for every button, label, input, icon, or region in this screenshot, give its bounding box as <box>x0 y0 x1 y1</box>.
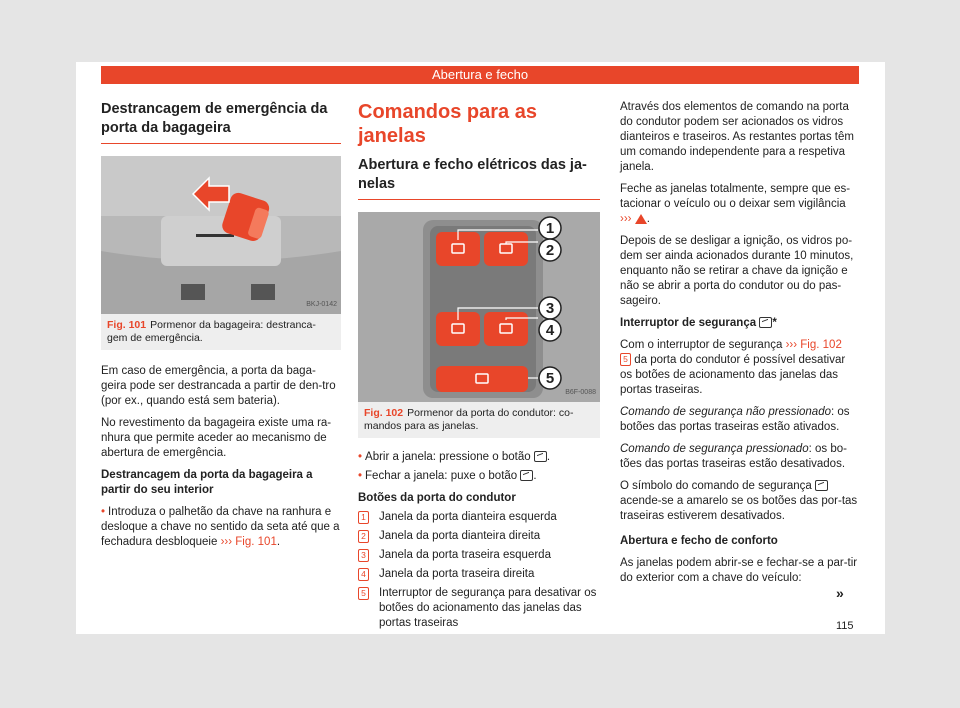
figure-number: Fig. 102 <box>364 407 404 419</box>
list-item <box>358 586 600 631</box>
link-arrows: ››› <box>620 213 632 225</box>
continue-mark: » <box>836 585 844 601</box>
subheading: Botões da porta do condutor <box>358 492 516 504</box>
item-text: Interruptor de segurança para desativar os botões do acionamento das janelas das portas traseiras <box>379 587 597 629</box>
subheading: Destrancagem da porta da bagageira a partir do seu interior <box>101 469 313 496</box>
paragraph: As janelas podem abrir-se e fechar-se a par-tir do exterior com a chave do veículo: <box>620 557 858 584</box>
paragraph: No revestimento da bagageira existe uma ra-nhura que permite aceder ao mecanismo de abertura de emergência. <box>101 417 332 459</box>
callout-2: 2 <box>545 242 555 259</box>
item-text: Janela da porta traseira direita <box>379 568 535 580</box>
page-header: Abertura e fecho <box>101 66 859 84</box>
paragraph: Através dos elementos de comando na porta do condutor podem ser acionados os vidros dianteiros e traseiros. As restantes portas têm um comando independente para a respetiva janela. <box>620 101 854 173</box>
figure-101 <box>101 156 341 314</box>
callout-badge: 5 <box>620 353 631 366</box>
figure-number: Fig. 101 <box>107 319 147 331</box>
warning-icon <box>635 214 647 224</box>
column-2 <box>358 100 600 635</box>
subheading: Abertura e fecho de conforto <box>620 535 778 547</box>
figure-link[interactable]: Fig. 101 <box>235 536 277 548</box>
link-arrows: ››› <box>220 536 233 548</box>
divider <box>358 199 600 200</box>
item-number-badge: 4 <box>358 568 369 581</box>
paragraph: Depois de se desligar a ignição, os vidros po-dem ser ainda acionados durante 10 minutos, enquanto não se retirar a chave da ignição e não se abrir a porta do condutor ou do pas-sageiro. <box>620 235 854 307</box>
bullet-item: • Abrir a janela: pressione o botão . <box>358 451 551 463</box>
item-number-badge: 2 <box>358 530 369 543</box>
subheading: Interruptor de segurança * <box>620 317 777 329</box>
bullet-icon: • <box>358 470 363 482</box>
figure-code: B6F-0088 <box>565 389 596 396</box>
caption-text: Pormenor da bagageira: destranca-gem de emergência. <box>107 319 316 344</box>
figure-link[interactable]: Fig. 102 <box>800 339 842 351</box>
figure-code: BKJ-0142 <box>306 301 337 308</box>
paragraph: Com o interruptor de segurança ››› Fig. 102 5 da porta do condutor é possível desativar os botões de acionamento das janelas das portas traseiras. <box>620 339 846 396</box>
window-button-icon <box>534 451 547 462</box>
list-item <box>358 529 600 544</box>
list-item <box>358 510 600 525</box>
item-text: Janela da porta dianteira esquerda <box>379 511 557 523</box>
safety-switch-icon <box>815 480 828 491</box>
trunk-release-illustration <box>101 156 341 314</box>
bullet-icon: • <box>358 451 363 463</box>
figure-caption <box>358 402 600 438</box>
callout-5: 5 <box>545 370 555 387</box>
divider <box>101 143 341 144</box>
bullet-item: • Fechar a janela: puxe o botão . <box>358 470 537 482</box>
column-3 <box>620 100 860 593</box>
callout-1: 1 <box>545 220 555 237</box>
item-number-badge: 3 <box>358 549 369 562</box>
paragraph: Comando de segurança pressionado: os bo-tões das portas traseiras estão desativados. <box>620 443 847 470</box>
list-item <box>358 548 600 563</box>
item-text: Janela da porta dianteira direita <box>379 530 541 542</box>
page-number: 115 <box>836 620 854 632</box>
safety-switch-icon <box>759 317 772 328</box>
list-item <box>358 567 600 582</box>
caption-text: Pormenor da porta do condutor: co-mandos para as janelas. <box>364 407 574 432</box>
bullet-icon: • <box>101 506 106 518</box>
figure-caption <box>101 314 341 350</box>
figure-102 <box>358 212 600 402</box>
section-title: Destrancagem de emergência da porta da bagageira <box>101 101 328 136</box>
callout-3: 3 <box>545 300 555 317</box>
paragraph: O símbolo do comando de segurança acende-se a amarelo se os botões das por-tas traseiras estiverem desativados. <box>620 480 858 522</box>
chapter-title: Comandos para as janelas <box>358 101 537 147</box>
item-number-badge: 1 <box>358 511 369 524</box>
paragraph: Em caso de emergência, a porta da baga-geira pode ser destrancada a partir de den-tro (por ex., quando está sem bateria). <box>101 365 336 407</box>
link-arrows: ››› <box>785 339 798 351</box>
window-controls-illustration <box>358 212 600 402</box>
item-text: Janela da porta traseira esquerda <box>379 549 551 561</box>
paragraph: Feche as janelas totalmente, sempre que es-tacionar o veículo ou o deixar sem vigilância ››› . <box>620 183 851 225</box>
bullet-item: • Introduza o palhetão da chave na ranhura e desloque a chave no sentido da seta até que a fechadura desbloqueie ››› Fig. 101. <box>101 506 340 548</box>
callout-4: 4 <box>545 322 555 339</box>
window-button-icon <box>520 470 533 481</box>
section-title: Abertura e fecho elétricos das ja-nelas <box>358 157 587 192</box>
item-number-badge: 5 <box>358 587 369 600</box>
paragraph: Comando de segurança não pressionado: os botões das portas traseiras estão ativados. <box>620 406 850 433</box>
button-list <box>358 510 600 631</box>
column-1 <box>101 100 341 557</box>
